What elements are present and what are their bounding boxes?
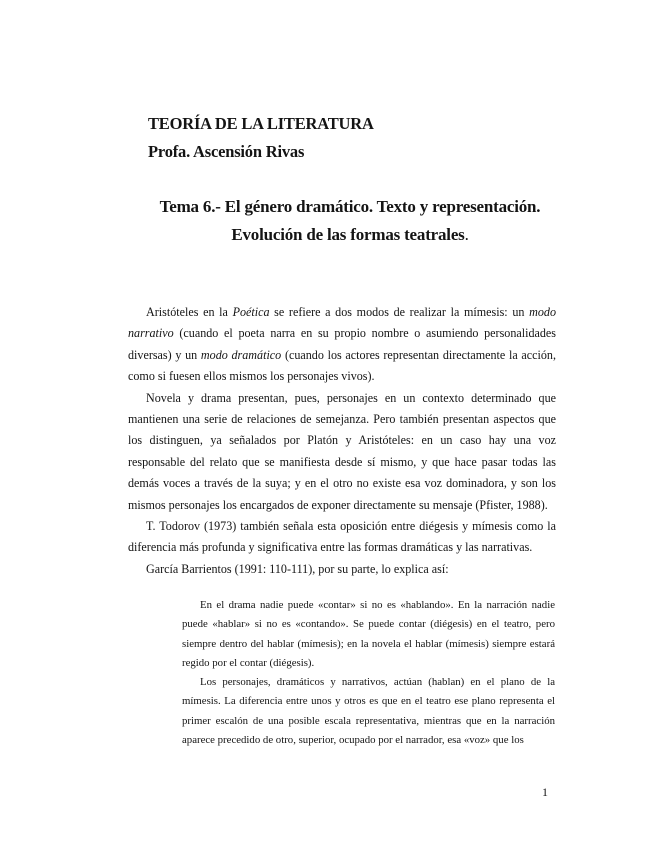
- p1-text-a: Aristóteles en la: [146, 305, 233, 319]
- body-text: [128, 302, 556, 580]
- block-quote: [182, 596, 555, 750]
- p1-text-e: (cuando el poeta narra en su propio nombre o asumiendo personalidades diversas) y un: [128, 326, 556, 362]
- professor-name: Profa. Ascensión Rivas: [148, 142, 305, 161]
- topic-title-period: .: [464, 225, 469, 244]
- page-number: 1: [542, 785, 548, 799]
- quote-paragraph-2: Los personajes, dramáticos y narrativos, actúan (hablan) en el plano de la mímesis. La diferencia entre unos y otros es que en el teatro ese plano representa el primer escalón de una posible escala representativa, mientras que en la narración aparece precedido de otro, superior, ocupado por el narrador, esa «voz» que los: [182, 676, 555, 747]
- p1-italic-modo-dramatico: modo dramático: [200, 347, 282, 362]
- topic-title-line1: Tema 6.- El género dramático. Texto y representación.: [159, 197, 541, 216]
- quote-paragraph-1: En el drama nadie puede «contar» si no es «hablando». En la narración nadie puede «hablar» si no es «contando». Se puede contar (diégesis) en el teatro, pero siempre dentro del hablar (mímesis); en la novela el hablar (mímesis) siempre estará regido por el contar (diégesis).: [182, 599, 555, 669]
- paragraph-3: T. Todorov (1973) también señala esta oposición entre diégesis y mímesis como la diferencia más profunda y significativa entre las formas dramáticas y las narrativas.: [128, 519, 556, 555]
- paragraph-2: Novela y drama presentan, pues, personajes en un contexto determinado que mantienen una serie de relaciones de semejanza. Pero también presentan aspectos que los distinguen, ya señalados por Platón y Aristóteles: en un caso hay una voz responsable del relato que se manifiesta desde sí mismo, y que hace pasar todas las demás voces a través de la suya; y en el otro no existe esa voz dominadora, y son los mismos personajes los encargados de exponer directamente su mensaje (Pfister, 1988).: [128, 390, 556, 512]
- p1-text-g: (cuando los actores representan directamente la acción, como si fuesen ellos mismos los personajes vivos).: [128, 347, 556, 384]
- topic-title-line2-text: Evolución de las formas teatrales: [231, 225, 465, 244]
- paragraph-4: García Barrientos (1991: 110-111), por su parte, lo explica así:: [146, 561, 449, 576]
- paragraph-1: [128, 302, 556, 388]
- p1-italic-poetica: Poética: [232, 305, 270, 319]
- p1-text-c: se refiere a dos modos de realizar la mímesis: un: [269, 305, 530, 319]
- course-title: TEORÍA DE LA LITERATURA: [148, 114, 374, 133]
- topic-title-line2: [120, 225, 580, 245]
- p1-italic-modo-narrativo: modo narrativo: [128, 305, 556, 341]
